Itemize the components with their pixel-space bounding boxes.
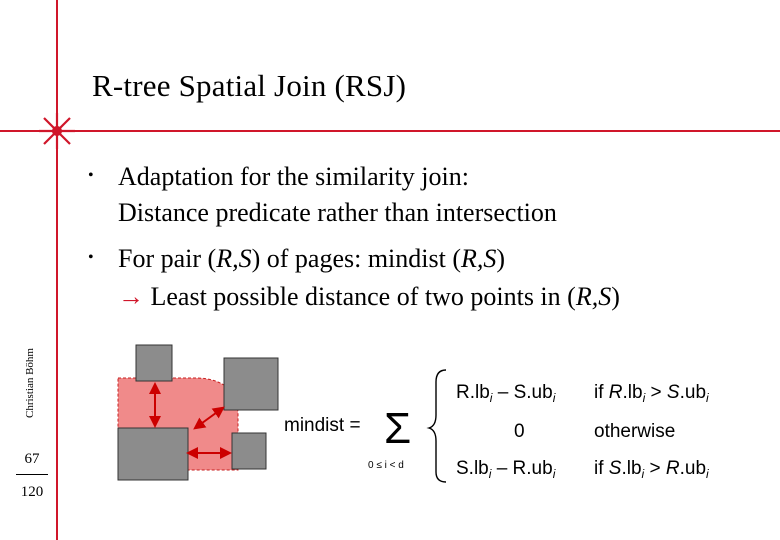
- bullet-1-line-2: Distance predicate rather than intersection: [118, 198, 557, 227]
- author-name: Christian Böhm: [24, 348, 36, 418]
- case-2-expr: 0: [514, 421, 525, 442]
- rs-italic: R,S: [461, 244, 497, 273]
- slide-title: R-tree Spatial Join (RSJ): [92, 68, 407, 103]
- margin-horizontal-line: [0, 130, 780, 132]
- left-brace: [429, 370, 446, 482]
- page-box: [224, 358, 278, 410]
- page-box: [232, 433, 266, 469]
- bullet-marker: •: [88, 249, 94, 266]
- case-3-expr: $S.lb_i - R.ub_i$: [456, 458, 556, 481]
- star-icon: [38, 112, 76, 150]
- bullet-2-line-1: [118, 242, 505, 276]
- case-2-condition: otherwise: [594, 421, 676, 442]
- text-fragment: ): [496, 244, 506, 273]
- bullet-marker: •: [88, 167, 94, 184]
- sum-icon: Σ: [384, 404, 412, 453]
- text-fragment: ) of pages: mindist (: [251, 244, 462, 273]
- bullet-2-line-2: [118, 280, 620, 314]
- formula-sum-subscript: 0 ≤ i < d: [368, 460, 404, 471]
- page-divider: [16, 474, 48, 475]
- text-fragment: For pair (: [118, 244, 217, 273]
- case-1-condition: if $R.lb_i > S.ub_i$: [594, 382, 709, 405]
- text-fragment: ): [611, 282, 620, 311]
- arrow-right-icon: →: [118, 282, 144, 311]
- rs-italic: R,S: [216, 244, 252, 273]
- page-total: 120: [20, 484, 44, 500]
- case-1-expr: $R.lb_i - S.ub_i$: [456, 382, 556, 405]
- formula-lhs: mindist =: [284, 415, 361, 436]
- text-fragment: Least possible distance of two points in (: [144, 282, 576, 311]
- mindist-illustration: [98, 340, 746, 490]
- margin-vertical-line: [56, 0, 58, 540]
- bullet-1-line-1: Adaptation for the similarity join:: [118, 162, 469, 191]
- page-box: [118, 428, 188, 480]
- rs-italic: R,S: [575, 282, 612, 311]
- page-current: 67: [24, 451, 40, 467]
- case-3-condition: if $S.lb_i > R.ub_i$: [594, 458, 709, 481]
- page-box: [136, 345, 172, 381]
